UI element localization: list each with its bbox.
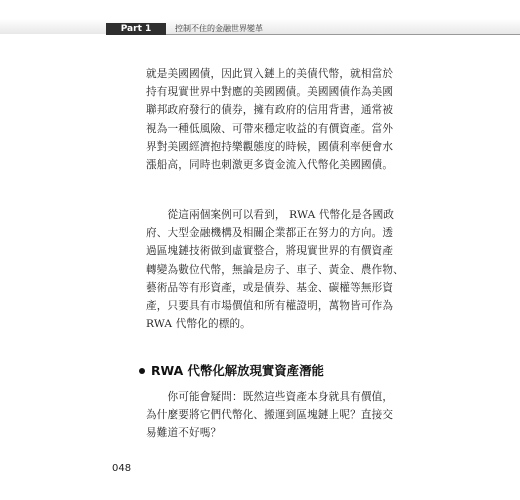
text-line: 產，只要具有市場價值和所有權證明，萬物皆可作為 [146,300,394,313]
paragraph-3 [146,388,394,443]
bullet-icon [139,368,145,374]
header-rule [106,34,520,35]
paragraph-1 [146,65,394,174]
text-line: RWA 代幣化的標的。 [146,318,251,331]
text-line: 視為一種低風險、可帶來穩定收益的有價資產。當外 [146,122,394,135]
text-line: 從這兩個案例可以看到， RWA 代幣化是各國政 [146,209,395,221]
part-label: Part 1 [106,23,166,35]
text-line: 府、大型金融機構及相關企業都正在努力的方向。透 [146,227,394,240]
section-heading [139,363,324,379]
chapter-title: 控制不住的金融世界變革 [175,24,263,33]
text-line: 你可能會疑問：既然這些資產本身就具有價值， [146,391,394,403]
text-line: 易難道不好嗎？ [146,427,222,440]
text-line: 為什麼要將它們代幣化、搬運到區塊鏈上呢？直接交 [146,409,394,422]
text-line: 聯邦政府發行的債券，擁有政府的信用背書，通常被 [146,104,394,117]
text-line: 過區塊鏈技術做到虛實整合，將現實世界的有價資產 [146,245,394,258]
text-line: 藝術品等有形資產，或是債券、基金、碳權等無形資 [146,281,394,294]
text-line: 就是美國國債，因此買入鏈上的美債代幣，就相當於 [146,68,394,80]
text-line: 持有現實世界中對應的美國國債。美國國債作為美國 [146,86,394,99]
text-line: 界對美國經濟抱持樂觀態度的時候，國債利率便會水 [146,140,394,153]
paragraph-2 [146,206,404,333]
section-heading-text: RWA 代幣化解放現實資產潛能 [151,363,324,378]
text-line: 轉變為數位代幣，無論是房子、車子、黃金、農作物、 [146,263,404,276]
page-number: 048 [112,463,132,474]
text-line: 漲船高，同時也刺激更多資金流入代幣化美國國債。 [146,159,394,172]
